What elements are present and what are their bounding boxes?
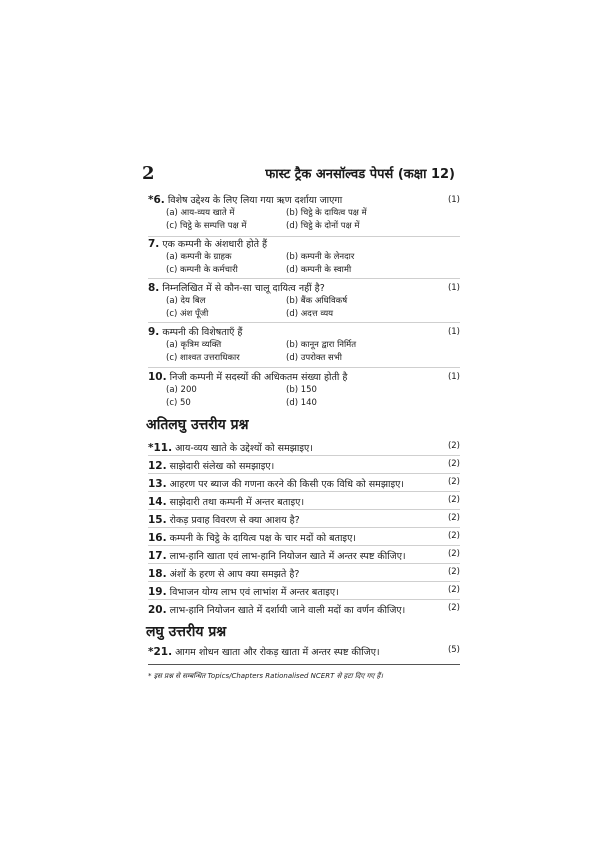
marks: (2): [447, 585, 460, 595]
question-15: [148, 513, 460, 526]
options: [166, 295, 460, 321]
option-c: (c) शाश्वत उत्तराधिकार: [166, 353, 240, 363]
options: [166, 384, 460, 410]
option-d: (d) 140: [286, 398, 317, 408]
question-20: [148, 603, 460, 616]
question-text: अंशों के हरण से आप क्या समझते है?: [169, 569, 300, 580]
question-number: 13.: [148, 478, 167, 490]
question-7: [148, 238, 460, 277]
question-text: आहरण पर ब्याज की गणना करने की किसी एक विधि को समझाइए।: [169, 479, 405, 490]
question-text: विशेष उद्देश्य के लिए लिया गया ऋण दर्शाया जाएगा: [167, 195, 343, 206]
section-heading-very-short: अतिलघु उत्तरीय प्रश्न: [146, 417, 249, 433]
question-12: [148, 459, 460, 472]
divider: [148, 455, 460, 456]
question-18: [148, 567, 460, 580]
marks: (2): [447, 459, 460, 469]
marks: (5): [447, 645, 460, 655]
question-text: लाभ-हानि नियोजन खाते में दर्शायी जाने वाली मदों का वर्णन कीजिए।: [169, 605, 406, 616]
question-text: आगम शोधन खाता और रोकड़ खाता में अन्तर स्पष्ट कीजिए।: [175, 647, 380, 658]
divider: [148, 322, 460, 323]
marks: (2): [447, 531, 460, 541]
question-text: आय-व्यय खाते के उद्देश्यों को समझाइए।: [175, 443, 313, 454]
question-text: कम्पनी की विशेषताएँ हैं: [162, 327, 243, 338]
option-c: (c) 50: [166, 398, 191, 408]
option-d: (d) चिट्ठे के दोनों पक्ष में: [286, 221, 360, 231]
option-a: (a) कम्पनी के ग्राहक: [166, 252, 232, 262]
question-number: 18.: [148, 568, 167, 580]
question-text: साझेदारी तथा कम्पनी में अन्तर बताइए।: [169, 497, 305, 508]
question-text: साझेदारी संलेख को समझाइए।: [169, 461, 275, 472]
question-text: निम्नलिखित में से कौन-सा चालू दायित्व नहीं है?: [162, 283, 325, 294]
divider: [148, 527, 460, 528]
marks: (2): [447, 477, 460, 487]
question-13: [148, 477, 460, 490]
divider: [148, 236, 460, 237]
option-d: (d) उपरोक्त सभी: [286, 353, 342, 363]
option-d: (d) कम्पनी के स्वामी: [286, 265, 352, 275]
option-d: (d) अदत्त व्यय: [286, 309, 334, 319]
marks: (2): [447, 603, 460, 613]
option-c: (c) अंश पूँजी: [166, 309, 209, 319]
question-number: 8.: [148, 282, 160, 294]
option-b: (b) बैंक अधिविकर्ष: [286, 296, 348, 306]
page-number: 2: [142, 163, 155, 184]
question-number: 16.: [148, 532, 167, 544]
question-9: [148, 326, 460, 365]
option-b: (b) चिट्ठे के दायित्व पक्ष में: [286, 208, 367, 218]
divider: [148, 278, 460, 279]
question-number: 10.: [148, 371, 167, 383]
option-c: (c) चिट्ठे के सम्पत्ति पक्ष में: [166, 221, 247, 231]
section-heading-short: लघु उत्तरीय प्रश्न: [146, 624, 227, 640]
question-14: [148, 495, 460, 508]
option-b: (b) कम्पनी के लेनदार: [286, 252, 355, 262]
question-number: 14.: [148, 496, 167, 508]
question-text: एक कम्पनी के अंशधारी होते हैं: [162, 239, 268, 250]
question-text: लाभ-हानि खाता एवं लाभ-हानि नियोजन खाते में अन्तर स्पष्ट कीजिए।: [169, 551, 406, 562]
marks: (1): [447, 195, 460, 205]
option-a: (a) आय-व्यय खाते में: [166, 208, 235, 218]
running-head: फास्ट ट्रैक अनसॉल्वड पेपर्स (कक्षा 12): [265, 167, 455, 182]
question-text: विभाजन योग्य लाभ एवं लाभांश में अन्तर बताइए।: [169, 587, 339, 598]
question-number: *21.: [148, 646, 173, 658]
question-number: 17.: [148, 550, 167, 562]
question-number: 7.: [148, 238, 160, 250]
question-number: 15.: [148, 514, 167, 526]
marks: (2): [447, 567, 460, 577]
option-b: (b) 150: [286, 385, 317, 395]
divider: [148, 491, 460, 492]
question-text: रोकड़ प्रवाह विवरण से क्या आशय है?: [169, 515, 300, 526]
option-b: (b) कानून द्वारा निर्मित: [286, 340, 357, 350]
footnote: * इस प्रश्न से सम्बन्धित Topics/Chapters Rationalised NCERT से हटा दिए गए हैं।: [148, 672, 383, 680]
question-text: निजी कम्पनी में सदस्यों की अधिकतम संख्या होती है: [169, 372, 348, 383]
marks: (2): [447, 513, 460, 523]
divider: [148, 545, 460, 546]
question-number: *6.: [148, 194, 165, 206]
question-16: [148, 531, 460, 544]
question-text: कम्पनी के चिट्ठे के दायित्व पक्ष के चार मदों को बताइए।: [169, 533, 356, 544]
footnote-rule: [148, 664, 460, 665]
question-11: [148, 441, 460, 454]
question-19: [148, 585, 460, 598]
option-a: (a) देय बिल: [166, 296, 206, 306]
options: [166, 251, 460, 277]
marks: (2): [447, 549, 460, 559]
option-a: (a) 200: [166, 385, 197, 395]
option-c: (c) कम्पनी के कर्मचारी: [166, 265, 238, 275]
options: [166, 339, 460, 365]
question-number: 9.: [148, 326, 160, 338]
divider: [148, 563, 460, 564]
question-10: [148, 371, 460, 410]
question-number: *11.: [148, 442, 173, 454]
question-number: 12.: [148, 460, 167, 472]
marks: (2): [447, 495, 460, 505]
marks: (2): [447, 441, 460, 451]
options: [166, 207, 460, 233]
divider: [148, 599, 460, 600]
marks: (1): [447, 327, 460, 337]
question-number: 19.: [148, 586, 167, 598]
question-number: 20.: [148, 604, 167, 616]
option-a: (a) कृत्रिम व्यक्ति: [166, 340, 222, 350]
marks: (1): [447, 283, 460, 293]
question-17: [148, 549, 460, 562]
divider: [148, 509, 460, 510]
question-21: [148, 645, 460, 658]
divider: [148, 367, 460, 368]
divider: [148, 473, 460, 474]
question-6: [148, 194, 460, 233]
question-8: [148, 282, 460, 321]
marks: (1): [447, 372, 460, 382]
divider: [148, 581, 460, 582]
